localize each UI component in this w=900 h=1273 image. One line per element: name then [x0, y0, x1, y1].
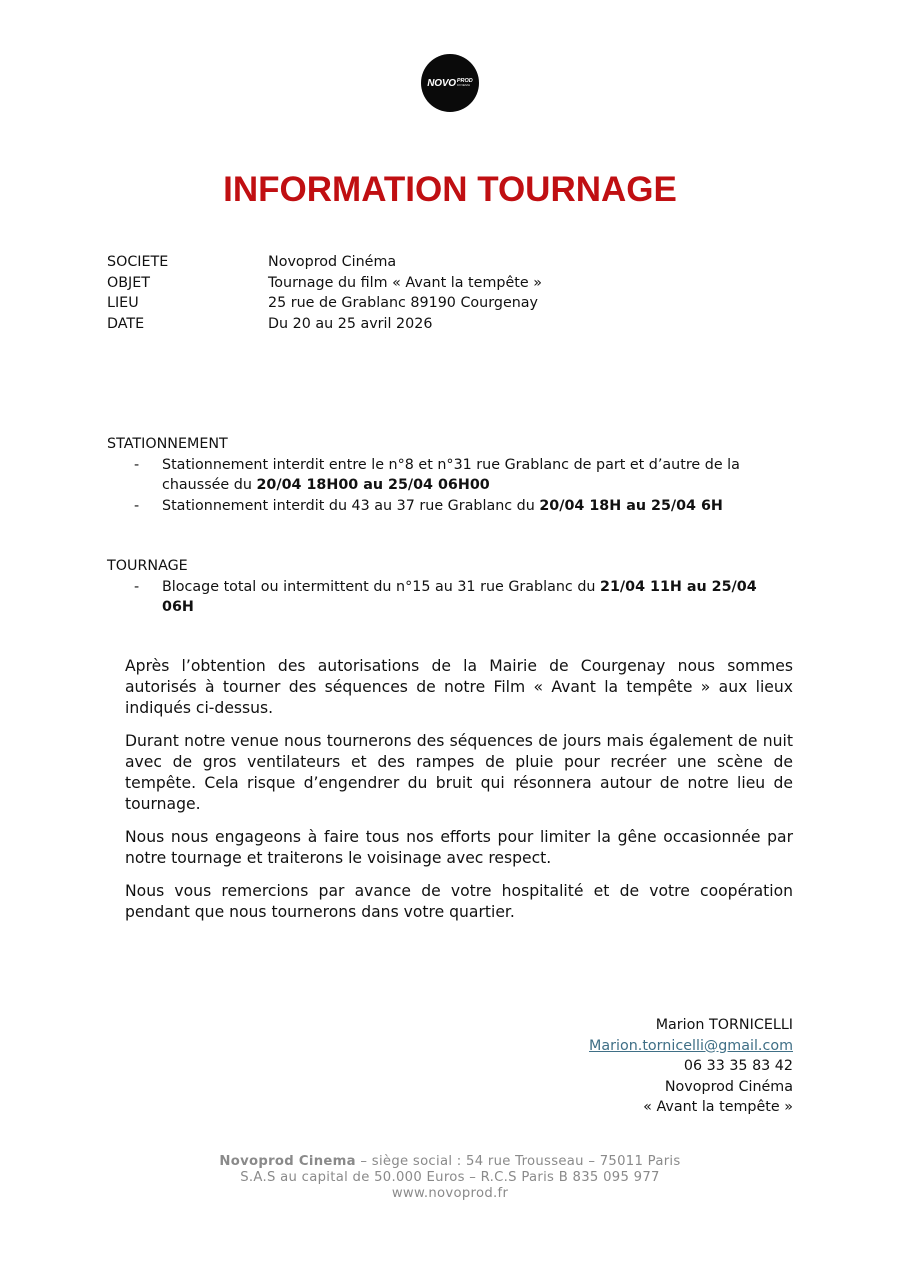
footer-company: Novoprod Cinema — [219, 1154, 356, 1169]
info-table — [107, 252, 542, 334]
logo-prod-text: PROD — [456, 77, 473, 84]
bullet-dash: - — [134, 456, 140, 473]
body-paragraph: Nous nous engageons à faire tous nos efforts pour limiter la gêne occasionnée par notre tournage et traiterons le voisinage avec respect. — [125, 828, 793, 867]
body-paragraph: Durant notre venue nous tournerons des séquences de jours mais également de nuit avec de gros ventilateurs et des rampes de pluie pour recréer une scène de tempête. Cela risque d’engendrer du bruit qui résonnera autour de notre lieu de tournage. — [125, 732, 793, 813]
signature-block — [589, 1015, 793, 1118]
logo-main-text: NOVO — [427, 77, 456, 89]
item-dates: 21/04 11H au 25/04 06H — [162, 578, 757, 615]
signature-film: « Avant la tempête » — [643, 1099, 793, 1115]
info-row-objet — [107, 273, 542, 294]
info-key: LIEU — [107, 295, 139, 311]
list-item — [107, 577, 777, 618]
info-row-lieu — [107, 293, 542, 314]
body-paragraph: Après l’obtention des autorisations de la Mairie de Courgenay nous sommes autorisés à tourner des séquences de notre Film « Avant la tempête » aux lieux indiqués ci-dessus. — [125, 657, 793, 717]
stationnement-list — [107, 455, 777, 517]
section-heading: TOURNAGE — [107, 558, 188, 574]
section-tournage — [107, 556, 777, 618]
info-key: OBJET — [107, 274, 151, 291]
page-title: INFORMATION TOURNAGE — [223, 170, 677, 209]
novoprod-logo — [421, 54, 479, 112]
signature-phone: 06 33 35 83 42 — [683, 1058, 793, 1074]
item-text: Stationnement interdit du 43 au 37 rue Grablanc du — [162, 497, 540, 514]
info-key: DATE — [107, 315, 145, 332]
info-value: Tournage du film « Avant la tempête » — [268, 274, 542, 291]
info-value: Du 20 au 25 avril 2026 — [268, 315, 433, 332]
footer-website: www.novoprod.fr — [391, 1186, 509, 1201]
info-value: Novoprod Cinéma — [268, 254, 397, 270]
body-paragraph: Nous vous remercions par avance de votre hospitalité et de votre coopération pendant que nous tournerons dans votre quartier. — [125, 882, 793, 921]
section-heading: STATIONNEMENT — [107, 436, 228, 452]
info-row-societe — [107, 252, 542, 273]
bullet-dash: - — [134, 497, 140, 514]
signature-email-link[interactable]: Marion.tornicelli@gmail.com — [589, 1037, 793, 1054]
letter-body — [125, 656, 793, 935]
item-text: Stationnement interdit entre le n°8 et n°31 rue Grablanc de part et d’autre de la chaussée du — [162, 456, 740, 493]
footer-legal: S.A.S au capital de 50.000 Euros – R.C.S Paris B 835 095 977 — [240, 1170, 660, 1185]
item-dates: 20/04 18H au 25/04 6H — [539, 497, 723, 514]
item-dates: 20/04 18H00 au 25/04 06H00 — [256, 477, 490, 493]
section-stationnement — [107, 434, 777, 516]
list-item — [107, 455, 777, 496]
footer-address: – siège social : 54 rue Trousseau – 75011 Paris — [355, 1154, 681, 1169]
item-text: Blocage total ou intermittent du n°15 au 31 rue Grablanc du — [162, 578, 601, 595]
bullet-dash: - — [134, 578, 140, 595]
info-value: 25 rue de Grablanc 89190 Courgenay — [268, 295, 539, 311]
info-row-date — [107, 314, 542, 335]
signature-company: Novoprod Cinéma — [664, 1078, 793, 1095]
info-key: SOCIETE — [107, 254, 169, 270]
list-item — [107, 496, 777, 517]
signature-name: Marion TORNICELLI — [655, 1017, 793, 1033]
tournage-list — [107, 577, 777, 618]
page-footer — [0, 1154, 900, 1202]
logo-cinema-text: CINEMA — [456, 83, 471, 88]
